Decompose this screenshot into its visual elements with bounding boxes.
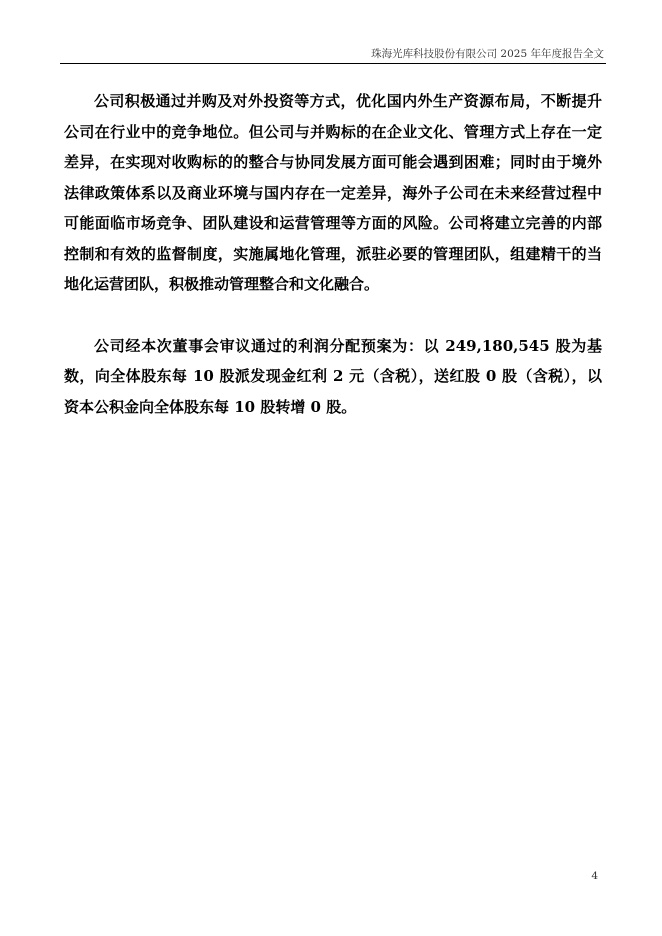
running-header: 珠海光库科技股份有限公司 2025 年年度报告全文	[371, 48, 604, 60]
paragraph-integration-risk: 公司积极通过并购及对外投资等方式，优化国内外生产资源布局，不断提升公司在行业中的竞争地位。但公司与并购标的在企业文化、管理方式上存在一定差异，在实现对收购标的的整合与协同发展方面可能会遇到困难；同时由于境外法律政策体系以及商业环境与国内存在一定差异，海外子公司在未来经营过程中可能面临市场竞争、团队建设和运营管理等方面的风险。公司将建立完善的内部控制和有效的监督制度，实施属地化管理，派驻必要的管理团队，组建精干的当地化运营团队，积极推动管理整合和文化融合。	[64, 92, 602, 293]
page-number: 4	[591, 870, 598, 882]
paragraph-profit-distribution: 公司经本次董事会审议通过的利润分配预案为：以 249,180,545 股为基数，向全体股东每 10 股派发现金红利 2 元（含税），送红股 0 股（含税），以资本公积金向全体股东每 10 股转增 0 股。	[64, 336, 602, 416]
header-divider	[60, 63, 606, 64]
page-content	[64, 86, 602, 422]
